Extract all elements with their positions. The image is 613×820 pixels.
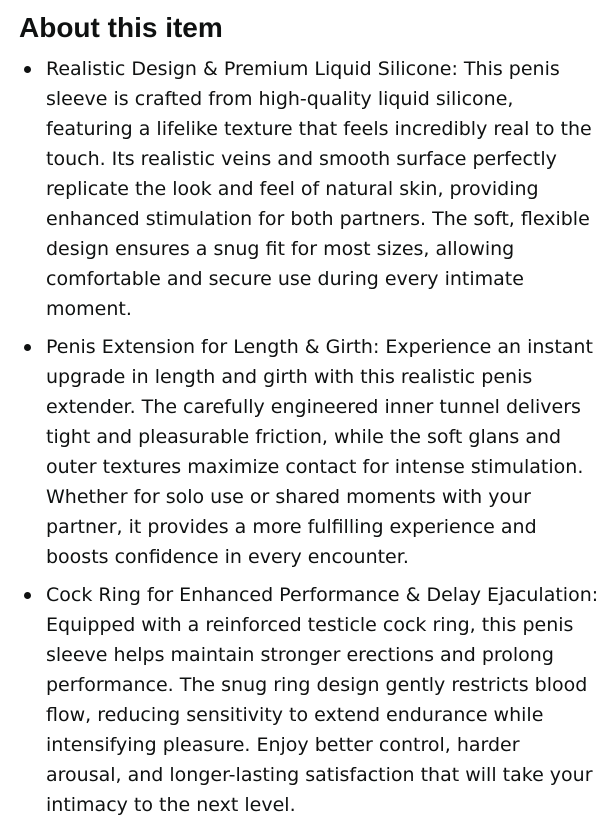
feature-bullet-item	[19, 580, 599, 820]
feature-bullet-list	[19, 54, 599, 820]
feature-bullet-item	[19, 54, 599, 324]
bullet-dot-icon	[24, 592, 31, 599]
feature-bullet-text: Realistic Design & Premium Liquid Silicone: This penis sleeve is crafted from high-quality liquid silicone, featuring a lifelike texture that feels incredibly real to the touch. Its realistic veins and smooth surface perfectly replicate the look and feel of natural skin, providing enhanced stimulation for both partners. The soft, flexible design ensures a snug fit for most sizes, allowing comfortable and secure use during every intimate moment.	[46, 58, 592, 320]
bullet-dot-icon	[24, 344, 31, 351]
feature-bullet-text: Cock Ring for Enhanced Performance & Delay Ejaculation: Equipped with a reinforced testicle cock ring, this penis sleeve helps maintain stronger erections and prolong performance. The snug ring design gently restricts blood flow, reducing sensitivity to extend endurance while intensifying pleasure. Enjoy better control, harder arousal, and longer-lasting satisfaction that will take your intimacy to the next level.	[46, 584, 599, 816]
bullet-dot-icon	[24, 66, 31, 73]
feature-bullet-text: Penis Extension for Length & Girth: Experience an instant upgrade in length and girth with this realistic penis extender. The carefully engineered inner tunnel delivers tight and pleasurable friction, while the soft glans and outer textures maximize contact for intense stimulation. Whether for solo use or shared moments with your partner, it provides a more fulfilling experience and boosts confidence in every encounter.	[46, 336, 593, 568]
feature-bullet-item	[19, 332, 599, 572]
section-title: About this item	[19, 12, 223, 43]
